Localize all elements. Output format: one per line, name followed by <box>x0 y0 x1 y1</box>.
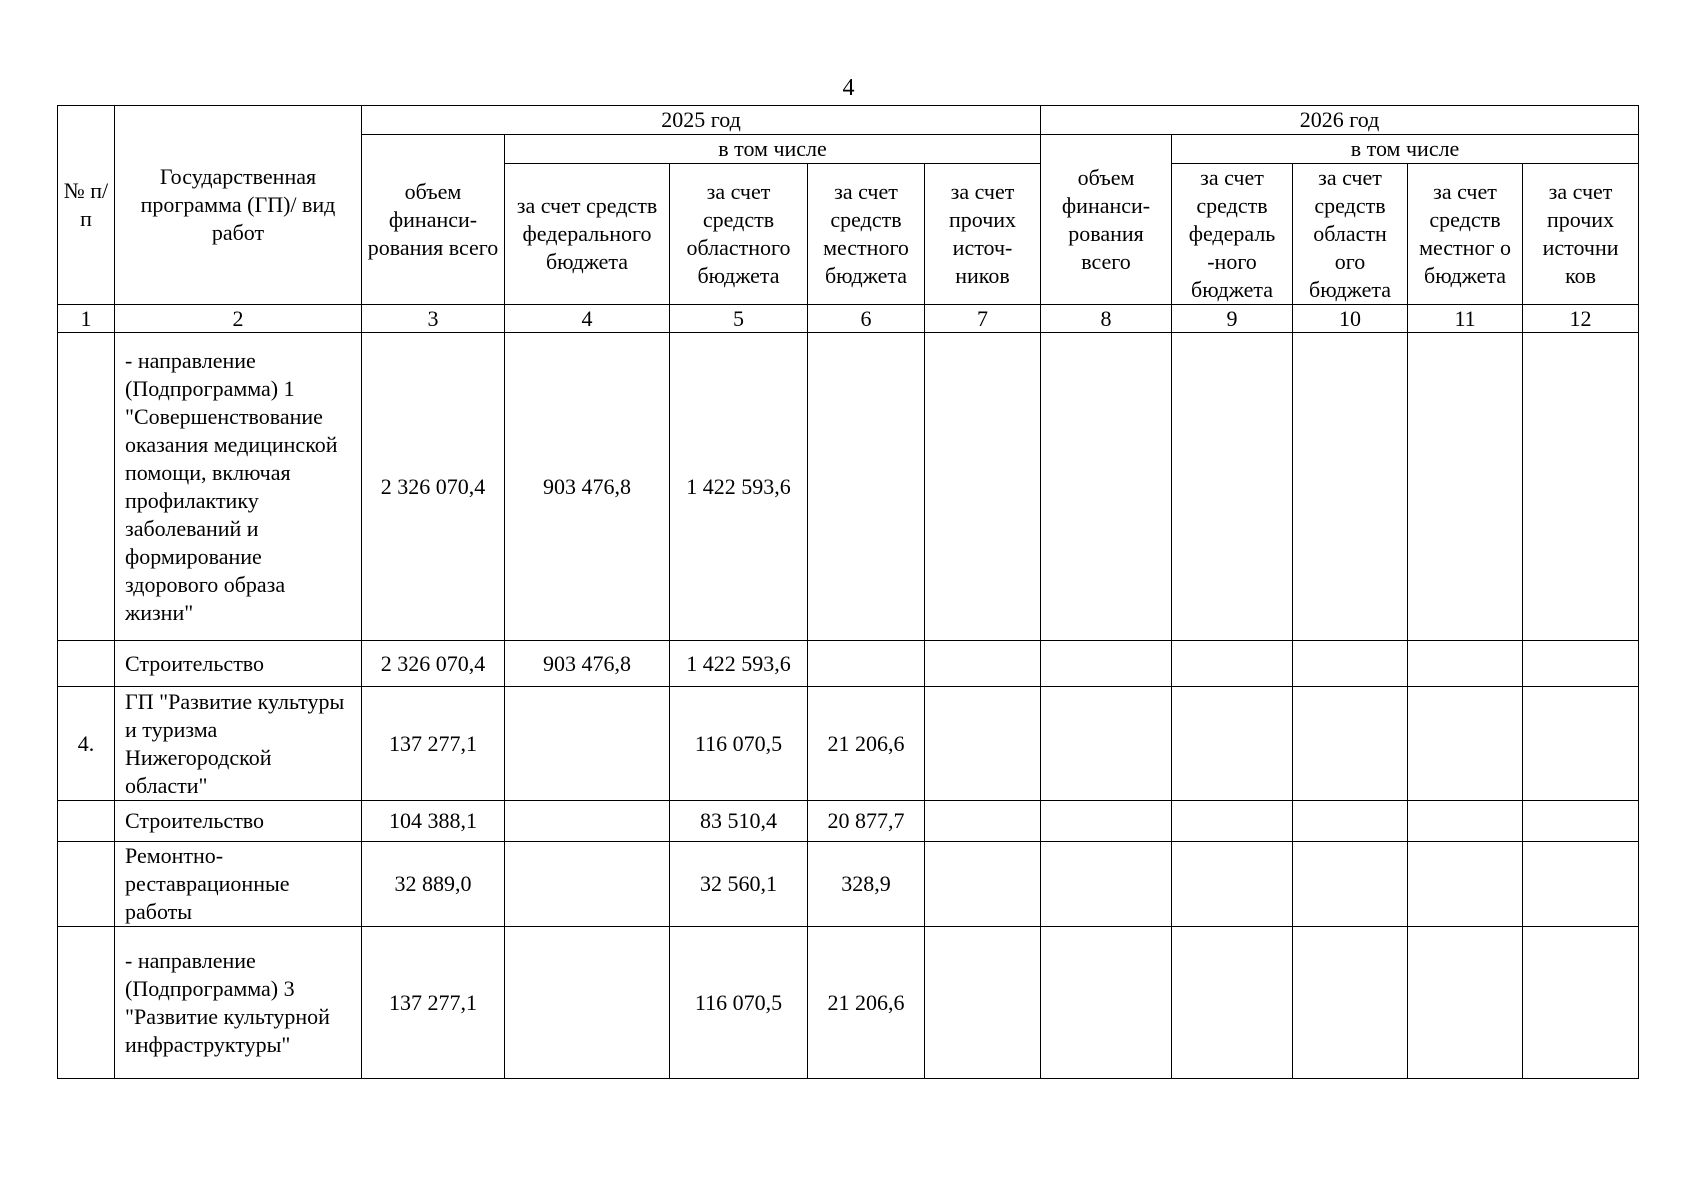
row-regional-2025: 116 070,5 <box>670 927 808 1079</box>
table-row <box>58 927 1639 1079</box>
column-number: 8 <box>1041 305 1172 333</box>
row-num <box>58 842 115 927</box>
row-regional-2025: 83 510,4 <box>670 801 808 842</box>
row-total-2025: 2 326 070,4 <box>362 333 505 641</box>
row-name: Строительство <box>115 801 362 842</box>
row-regional-2025: 1 422 593,6 <box>670 333 808 641</box>
row-local-2026 <box>1408 842 1523 927</box>
header-federal-2025: за счет средств федерального бюджета <box>505 164 670 305</box>
header-num: № п/п <box>58 106 115 305</box>
column-number: 6 <box>808 305 925 333</box>
row-local-2026 <box>1408 927 1523 1079</box>
row-local-2026 <box>1408 801 1523 842</box>
row-local-2025: 21 206,6 <box>808 927 925 1079</box>
header-federal-2026: за счет средств федераль -ного бюджета <box>1172 164 1293 305</box>
row-regional-2026 <box>1293 687 1408 801</box>
row-num <box>58 801 115 842</box>
row-federal-2025: 903 476,8 <box>505 333 670 641</box>
row-federal-2025 <box>505 842 670 927</box>
column-number: 4 <box>505 305 670 333</box>
column-number: 2 <box>115 305 362 333</box>
row-federal-2026 <box>1172 842 1293 927</box>
page-number: 4 <box>842 75 855 101</box>
row-total-2026 <box>1041 927 1172 1079</box>
row-federal-2025 <box>505 687 670 801</box>
row-regional-2026 <box>1293 927 1408 1079</box>
row-local-2026 <box>1408 333 1523 641</box>
row-regional-2026 <box>1293 842 1408 927</box>
row-total-2025: 104 388,1 <box>362 801 505 842</box>
row-total-2025: 2 326 070,4 <box>362 641 505 687</box>
header-other-2025: за счет прочих источ-ников <box>925 164 1041 305</box>
row-total-2025: 137 277,1 <box>362 927 505 1079</box>
row-regional-2026 <box>1293 641 1408 687</box>
table-row <box>58 687 1639 801</box>
row-name: ГП "Развитие культуры и туризма Нижегородской области" <box>115 687 362 801</box>
row-local-2025 <box>808 333 925 641</box>
row-other-2025 <box>925 927 1041 1079</box>
column-number: 10 <box>1293 305 1408 333</box>
column-number: 12 <box>1523 305 1639 333</box>
row-local-2025 <box>808 641 925 687</box>
row-other-2026 <box>1523 687 1639 801</box>
row-federal-2026 <box>1172 801 1293 842</box>
row-total-2025: 32 889,0 <box>362 842 505 927</box>
row-num <box>58 641 115 687</box>
row-total-2026 <box>1041 842 1172 927</box>
header-total-2026: объем финанси-рования всего <box>1041 135 1172 305</box>
table-row <box>58 801 1639 842</box>
row-regional-2025: 32 560,1 <box>670 842 808 927</box>
header-regional-2026: за счет средств областн ого бюджета <box>1293 164 1408 305</box>
row-regional-2025: 116 070,5 <box>670 687 808 801</box>
row-total-2026 <box>1041 641 1172 687</box>
row-other-2025 <box>925 687 1041 801</box>
header-row-years <box>58 106 1639 135</box>
row-federal-2025 <box>505 927 670 1079</box>
header-total-2025: объем финанси-рования всего <box>362 135 505 305</box>
row-federal-2025: 903 476,8 <box>505 641 670 687</box>
row-federal-2026 <box>1172 333 1293 641</box>
header-year-2025: 2025 год <box>362 106 1041 135</box>
header-including-2026: в том числе <box>1172 135 1639 164</box>
row-federal-2026 <box>1172 687 1293 801</box>
row-regional-2026 <box>1293 333 1408 641</box>
header-regional-2025: за счет средств областного бюджета <box>670 164 808 305</box>
row-name: - направление (Подпрограмма) 3 "Развитие культурной инфраструктуры" <box>115 927 362 1079</box>
row-num <box>58 333 115 641</box>
column-number: 3 <box>362 305 505 333</box>
column-number: 9 <box>1172 305 1293 333</box>
column-number-row <box>58 305 1639 333</box>
row-total-2025: 137 277,1 <box>362 687 505 801</box>
header-local-2025: за счет средств местного бюджета <box>808 164 925 305</box>
budget-table <box>57 105 1639 1079</box>
row-total-2026 <box>1041 801 1172 842</box>
header-local-2026: за счет средств местног о бюджета <box>1408 164 1523 305</box>
row-regional-2025: 1 422 593,6 <box>670 641 808 687</box>
row-other-2025 <box>925 641 1041 687</box>
row-other-2026 <box>1523 927 1639 1079</box>
row-num: 4. <box>58 687 115 801</box>
row-other-2026 <box>1523 801 1639 842</box>
row-other-2026 <box>1523 842 1639 927</box>
header-program: Государственная программа (ГП)/ вид работ <box>115 106 362 305</box>
column-number: 1 <box>58 305 115 333</box>
row-num <box>58 927 115 1079</box>
column-number: 7 <box>925 305 1041 333</box>
header-year-2026: 2026 год <box>1041 106 1639 135</box>
header-other-2026: за счет прочих источни ков <box>1523 164 1639 305</box>
row-name: Строительство <box>115 641 362 687</box>
row-other-2025 <box>925 801 1041 842</box>
column-number: 5 <box>670 305 808 333</box>
row-local-2026 <box>1408 641 1523 687</box>
row-total-2026 <box>1041 687 1172 801</box>
row-other-2026 <box>1523 333 1639 641</box>
column-number: 11 <box>1408 305 1523 333</box>
row-federal-2025 <box>505 801 670 842</box>
row-total-2026 <box>1041 333 1172 641</box>
table-row <box>58 333 1639 641</box>
row-name: Ремонтно-реставрационные работы <box>115 842 362 927</box>
row-other-2025 <box>925 842 1041 927</box>
row-local-2026 <box>1408 687 1523 801</box>
row-federal-2026 <box>1172 927 1293 1079</box>
table-row <box>58 641 1639 687</box>
row-local-2025: 20 877,7 <box>808 801 925 842</box>
header-including-2025: в том числе <box>505 135 1041 164</box>
row-regional-2026 <box>1293 801 1408 842</box>
row-name: - направление (Подпрограмма) 1 "Совершенствование оказания медицинской помощи, включая профилактику заболеваний и формирование здорового образа жизни" <box>115 333 362 641</box>
row-other-2026 <box>1523 641 1639 687</box>
row-local-2025: 21 206,6 <box>808 687 925 801</box>
row-other-2025 <box>925 333 1041 641</box>
row-federal-2026 <box>1172 641 1293 687</box>
table-row <box>58 842 1639 927</box>
row-local-2025: 328,9 <box>808 842 925 927</box>
